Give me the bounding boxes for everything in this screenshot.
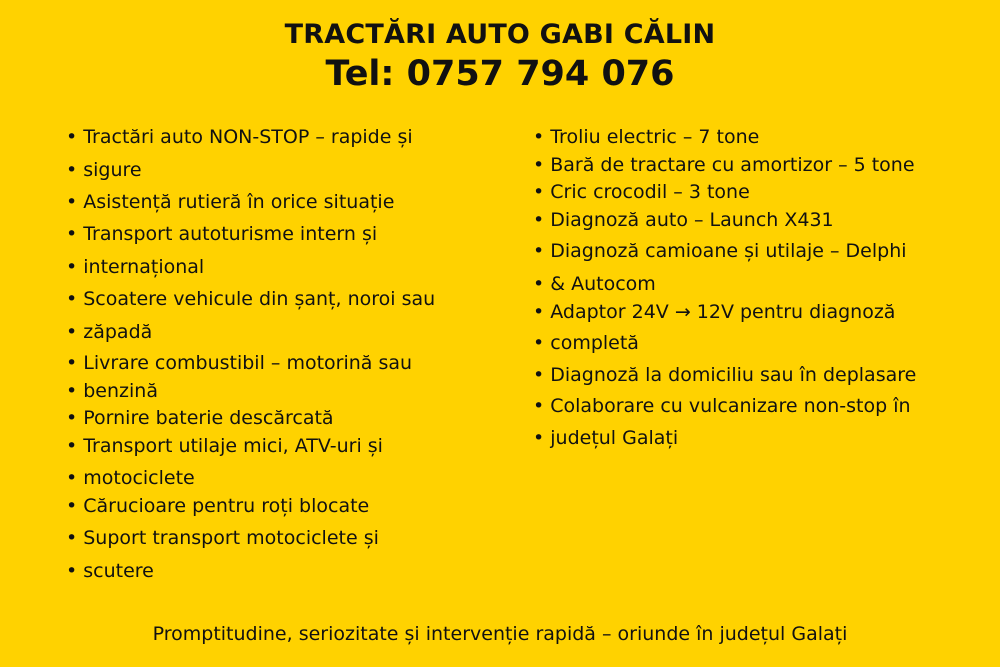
right-list-item: • Troliu electric – 7 tone xyxy=(533,126,760,148)
right-list-item: • Adaptor 24V → 12V pentru diagnoză xyxy=(533,301,896,323)
left-list-item: • motociclete xyxy=(66,467,195,489)
left-list-item: • Livrare combustibil – motorină sau xyxy=(66,352,413,374)
right-list-item: • Diagnoză camioane și utilaje – Delphi xyxy=(533,240,907,262)
right-list-item: • Colaborare cu vulcanizare non-stop în xyxy=(533,395,911,417)
footer-tagline: Promptitudine, seriozitate și intervenție rapidă – oriunde în județul Galați xyxy=(152,623,848,645)
right-list-item: • Cric crocodil – 3 tone xyxy=(533,181,750,203)
left-list-item: • Tractări auto NON-STOP – rapide și xyxy=(66,126,413,148)
left-list-item: • zăpadă xyxy=(66,321,153,343)
left-list-item: • Cărucioare pentru roți blocate xyxy=(66,495,370,517)
left-list-item: • scutere xyxy=(66,560,154,582)
left-list-item: • internațional xyxy=(66,256,205,278)
right-list-item: • completă xyxy=(533,332,639,354)
right-list-item: • Bară de tractare cu amortizor – 5 tone xyxy=(533,154,915,176)
left-list-item: • Pornire baterie descărcată xyxy=(66,407,334,429)
left-list-item: • Transport utilaje mici, ATV-uri și xyxy=(66,435,383,457)
left-list-item: • Scoatere vehicule din șanț, noroi sau xyxy=(66,288,436,310)
left-list-item: • sigure xyxy=(66,159,142,181)
left-list-item: • benzină xyxy=(66,380,158,402)
right-list-item: • Diagnoză auto – Launch X431 xyxy=(533,209,834,231)
phone-number: Tel: 0757 794 076 xyxy=(325,54,675,94)
left-list-item: • Asistență rutieră în orice situație xyxy=(66,191,395,213)
company-title: TRACTĂRI AUTO GABI CĂLIN xyxy=(284,19,716,50)
right-list-item: • Diagnoză la domiciliu sau în deplasare xyxy=(533,364,917,386)
left-list-item: • Suport transport motociclete și xyxy=(66,527,379,549)
left-list-item: • Transport autoturisme intern și xyxy=(66,223,378,245)
right-list-item: • județul Galați xyxy=(533,427,679,449)
right-list-item: • & Autocom xyxy=(533,273,656,295)
